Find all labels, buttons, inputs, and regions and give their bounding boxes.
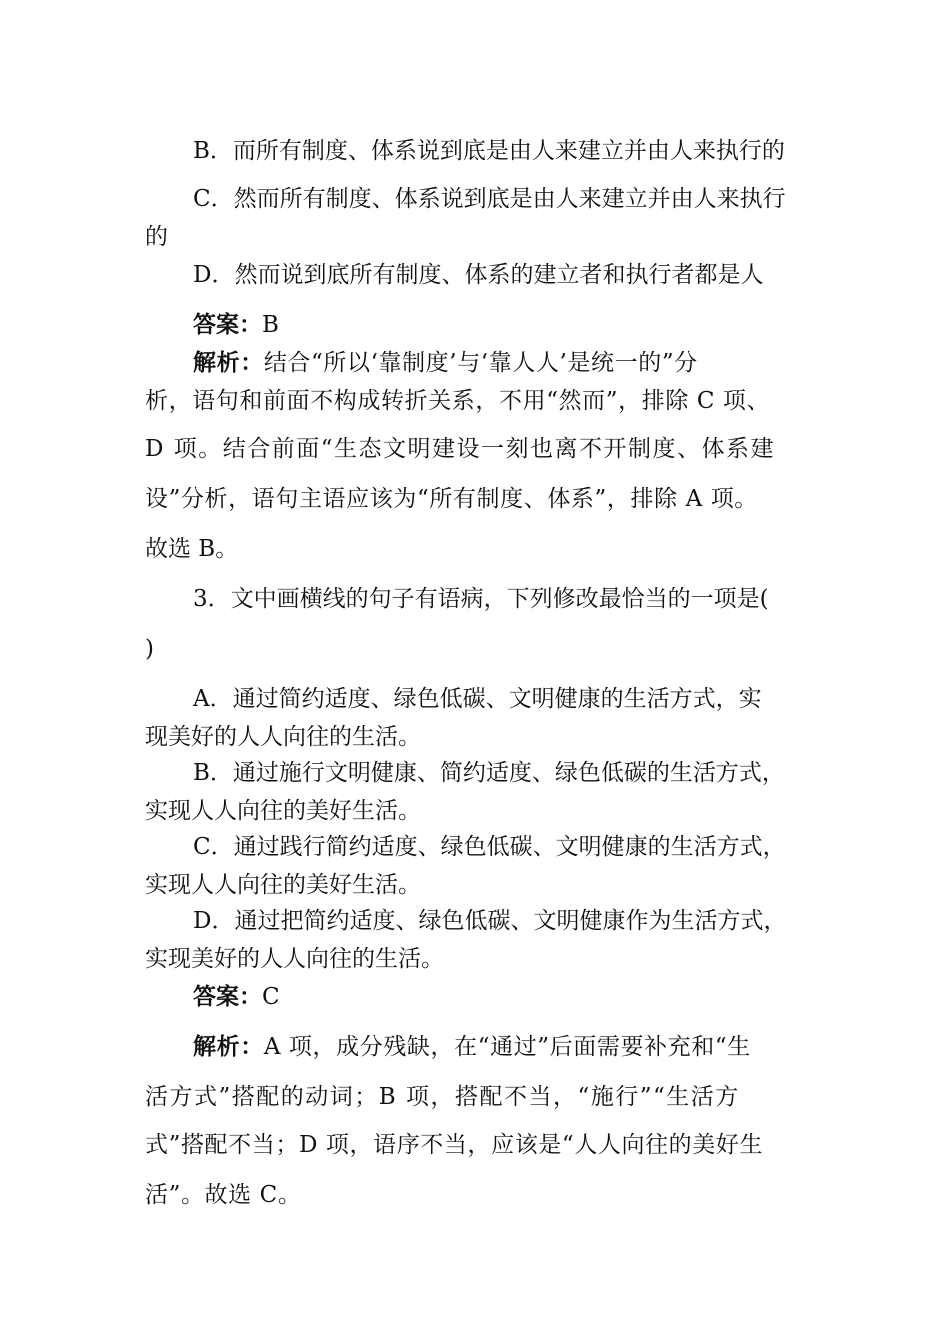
q2-option-c-line2: 的 bbox=[145, 224, 168, 250]
q2-analysis-line3: D 项。结合前面“生态文明建设一刻也离不开制度、体系建 bbox=[145, 436, 776, 462]
q3-analysis-line4: 活”。故选 C。 bbox=[145, 1182, 302, 1208]
analysis-text: A 项，成分残缺，在“通过”后面需要补充和“生 bbox=[263, 1034, 751, 1060]
q3-option-b-line1: B．通过施行文明健康、简约适度、绿色低碳的生活方式， bbox=[193, 760, 785, 786]
q3-option-a-line1: A．通过简约适度、绿色低碳、文明健康的生活方式，实 bbox=[193, 686, 762, 712]
q3-option-c-line2: 实现人人向往的美好生活。 bbox=[145, 872, 421, 898]
answer-value: C bbox=[262, 984, 280, 1010]
q2-option-c-line1: C．然而所有制度、体系说到底是由人来建立并由人来执行 bbox=[193, 186, 786, 212]
analysis-label: 解析： bbox=[193, 1033, 264, 1060]
q3-answer bbox=[193, 982, 825, 1012]
q3-option-c-line1: C．通过践行简约适度、绿色低碳、文明健康的生活方式， bbox=[193, 834, 786, 860]
q2-option-b: B．而所有制度、体系说到底是由人来建立并由人来执行的 bbox=[193, 138, 785, 164]
answer-label: 答案： bbox=[193, 311, 262, 338]
q2-option-d: D．然而说到底所有制度、体系的建立者和执行者都是人 bbox=[193, 262, 764, 288]
q2-analysis-line4: 设”分析，语句主语应该为“所有制度、体系”，排除 A 项。 bbox=[145, 486, 758, 512]
q3-analysis-line2: 活方式”搭配的动词；B 项，搭配不当，“施行”“生活方 bbox=[145, 1084, 740, 1110]
q2-analysis-line2: 析，语句和前面不构成转折关系，不用“然而”，排除 C 项、 bbox=[145, 388, 771, 414]
analysis-text: 结合“所以‘靠制度’与‘靠人人’是统一的”分 bbox=[263, 350, 698, 376]
q3-analysis-line1 bbox=[193, 1032, 825, 1062]
q3-option-d-line2: 实现美好的人人向往的生活。 bbox=[145, 946, 444, 972]
answer-value: B bbox=[262, 312, 279, 338]
q2-analysis-line5: 故选 B。 bbox=[145, 536, 239, 562]
analysis-label: 解析： bbox=[193, 349, 264, 376]
q3-option-a-line2: 现美好的人人向往的生活。 bbox=[145, 724, 421, 750]
q3-stem-line1: 3．文中画横线的句子有语病，下列修改最恰当的一项是( bbox=[193, 586, 769, 612]
q3-analysis-line3: 式”搭配不当；D 项，语序不当，应该是“人人向往的美好生 bbox=[145, 1132, 764, 1158]
q2-answer bbox=[193, 310, 825, 340]
q3-option-b-line2: 实现人人向往的美好生活。 bbox=[145, 798, 421, 824]
q2-analysis-line1 bbox=[193, 348, 825, 378]
q3-option-d-line1: D．通过把简约适度、绿色低碳、文明健康作为生活方式， bbox=[193, 908, 787, 934]
q3-stem-line2: ) bbox=[145, 636, 154, 662]
answer-label: 答案： bbox=[193, 983, 262, 1010]
